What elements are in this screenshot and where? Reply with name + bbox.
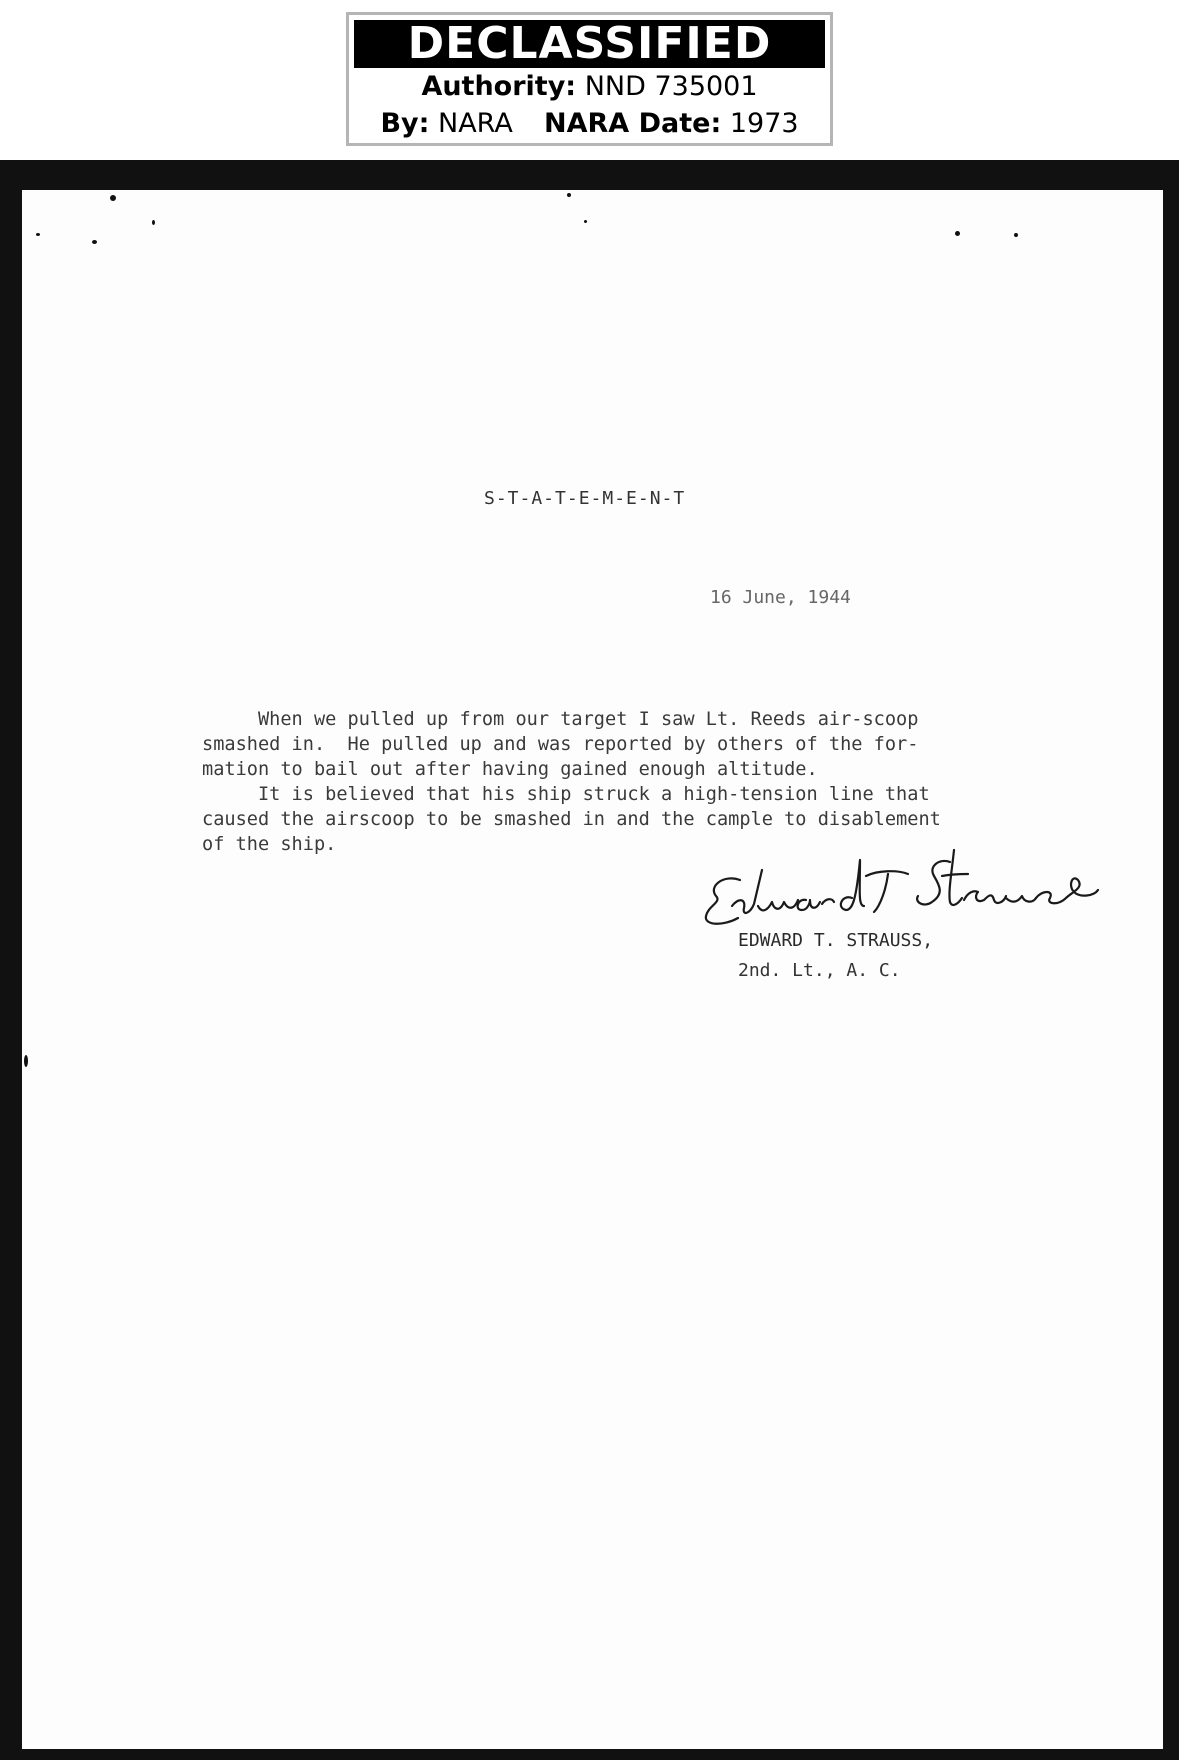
document-page <box>22 190 1163 1749</box>
scan-speck <box>24 1055 28 1067</box>
scan-speck <box>955 231 960 236</box>
body-line-3: mation to bail out after having gained enough altitude. <box>202 759 818 780</box>
stamp-by-label: By: <box>380 108 430 139</box>
stamp-by-value: NARA <box>438 108 513 139</box>
declassified-stamp <box>346 12 833 146</box>
signer-rank: 2nd. Lt., A. C. <box>738 960 901 981</box>
scan-speck <box>1014 233 1018 237</box>
statement-date: 16 June, 1944 <box>710 587 851 608</box>
statement-heading: S-T-A-T-E-M-E-N-T <box>484 488 686 509</box>
body-line-1: When we pulled up from our target I saw Lt. Reeds air-scoop <box>202 709 919 730</box>
stamp-authority-line <box>349 71 830 102</box>
body-line-4: It is believed that his ship struck a high-tension line that <box>202 784 930 805</box>
scanned-document-frame <box>0 160 1179 1760</box>
handwritten-signature <box>702 840 1102 930</box>
scan-speck <box>110 195 116 201</box>
stamp-title: DECLASSIFIED <box>354 20 825 68</box>
scan-speck <box>584 220 587 223</box>
body-line-6: of the ship. <box>202 834 337 855</box>
stamp-by-line <box>349 108 830 139</box>
stamp-authority-label: Authority: <box>421 71 577 102</box>
scan-speck <box>36 233 40 236</box>
body-line-5: caused the airscoop to be smashed in and the cample to disablement <box>202 809 941 830</box>
body-line-2: smashed in. He pulled up and was reported by others of the for- <box>202 734 919 755</box>
stamp-date-value: 1973 <box>729 108 799 139</box>
scan-speck <box>152 220 155 225</box>
stamp-date-label: NARA Date: <box>544 108 722 139</box>
scan-speck <box>567 193 571 197</box>
signer-name: EDWARD T. STRAUSS, <box>738 930 934 951</box>
stamp-authority-value: NND 735001 <box>584 71 758 102</box>
scan-speck <box>92 240 97 244</box>
